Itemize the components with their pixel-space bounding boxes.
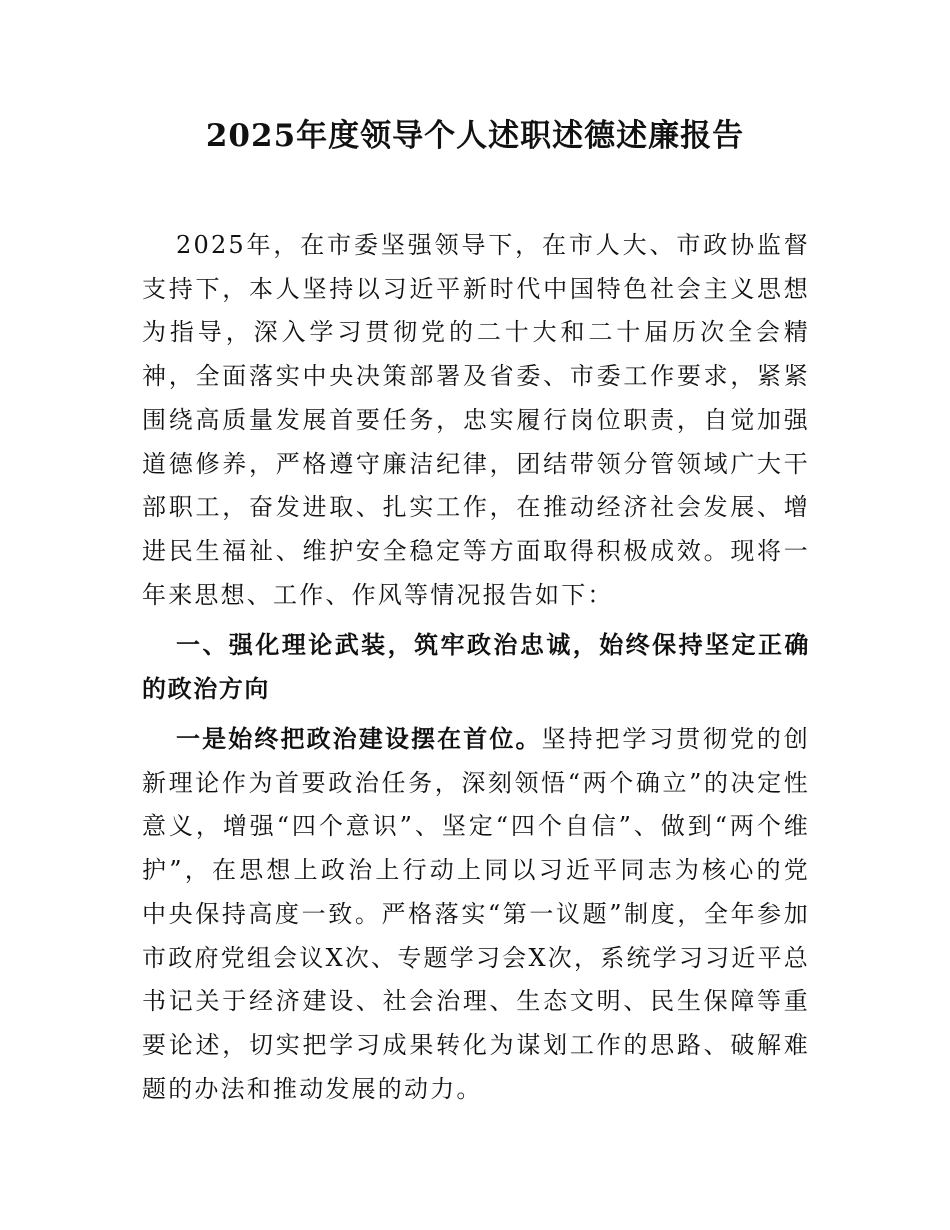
section-1-paragraph-1 — [142, 718, 810, 1111]
paragraph-body-text: 坚持把学习贯彻党的创新理论作为首要政治任务，深刻领悟“两个确立”的决定性意义，增强“四个意识”、坚定“四个自信”、做到“两个维护”，在思想上政治上行动上同以习近平同志为核心的党中央保持高度一致。严格落实“第一议题”制度，全年参加市政府党组会议X次、专题学习会X次，系统学习习近平总书记关于经济建设、社会治理、生态文明、民生保障等重要论述，切实把学习成果转化为谋划工作的思路、破解难题的办法和推动发展的动力。 — [142, 725, 810, 1103]
intro-paragraph: 2025年，在市委坚强领导下，在市人大、市政协监督支持下，本人坚持以习近平新时代中国特色社会主义思想为指导，深入学习贯彻党的二十大和二十届历次全会精神，全面落实中央决策部署及省委、市委工作要求，紧紧围绕高质量发展首要任务，忠实履行岗位职责，自觉加强道德修养，严格遵守廉洁纪律，团结带领分管领域广大干部职工，奋发进取、扎实工作，在推动经济社会发展、增进民生福祉、维护安全稳定等方面取得积极成效。现将一年来思想、工作、作风等情况报告如下： — [142, 231, 810, 609]
section-heading-1: 一、强化理论武装，筑牢政治忠诚，始终保持坚定正确的政治方向 — [142, 631, 810, 703]
document-title: 2025年度领导个人述职述德述廉报告 — [205, 118, 745, 154]
paragraph-lead-sentence: 一是始终把政治建设摆在首位。 — [176, 725, 542, 753]
